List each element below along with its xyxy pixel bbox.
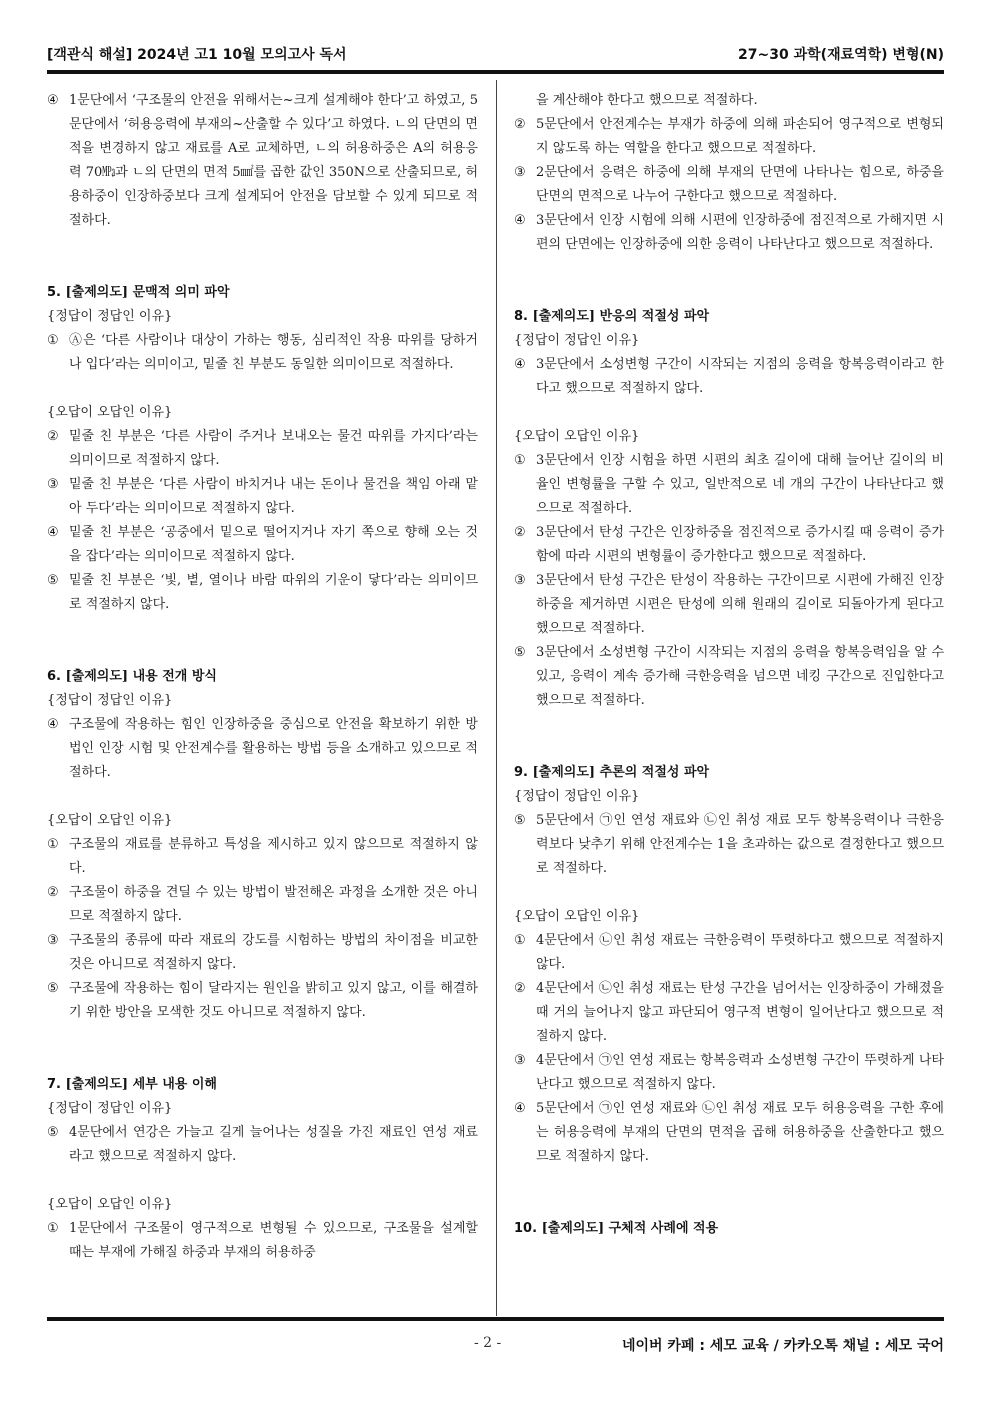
q6-heading (47, 665, 478, 689)
choice-text: 밑줄 친 부분은 ‘다른 사람이 바치거나 내는 돈이나 물건을 책임 아래 맡아 두다’라는 의미이므로 적절하지 않다. (69, 477, 478, 516)
q6-wrong-choice (47, 881, 478, 929)
question-title: [출제의도] 세부 내용 이해 (65, 1077, 217, 1092)
q9-correct-choice (514, 809, 944, 881)
choice-text: 5문단에서 ㉠인 연성 재료와 ㉡인 취성 재료 모두 허용응력을 구한 후에는 허용응력에 부재의 단면의 면적을 곱해 허용하중을 산출한다고 했으므로 적절하지 않다. (536, 1101, 944, 1164)
question-number: 6. (47, 669, 61, 684)
choice-text: 4문단에서 ㉠인 연성 재료는 항복응력과 소성변형 구간이 뚜렷하게 나타난다고 했으므로 적절하지 않다. (536, 1053, 944, 1092)
choice-text: 구조물의 재료를 분류하고 특성을 제시하고 있지 않으므로 적절하지 않다. (69, 837, 478, 876)
q6-wrong-label: {오답이 오답인 이유} (47, 813, 173, 828)
q8-wrong-choice (514, 449, 944, 521)
q8-correct-choice (514, 353, 944, 401)
choice-number: ③ (514, 573, 526, 588)
q5-wrong-choice (47, 425, 478, 473)
q7-wrong-choice-continued (514, 89, 944, 113)
choice-number: ⑤ (514, 645, 526, 660)
question-number: 9. (514, 765, 528, 780)
page-number: - 2 - (474, 1335, 502, 1351)
header-rule (47, 70, 944, 74)
choice-number: ④ (47, 717, 59, 732)
q9-correct-label: {정답이 정답인 이유} (514, 789, 640, 804)
choice-number: ① (47, 1221, 59, 1236)
choice-number: ② (514, 117, 526, 132)
question-title: [출제의도] 내용 전개 방식 (65, 669, 217, 684)
q7-correct-label: {정답이 정답인 이유} (47, 1101, 173, 1116)
choice-text: 3문단에서 탄성 구간은 탄성이 작용하는 구간이므로 시편에 가해진 인장하중을 제거하면 시편은 탄성에 의해 원래의 길이로 되돌아가게 된다고 했으므로 적절하다. (536, 573, 944, 636)
q7-wrong-choice (47, 1217, 478, 1265)
choice-number: ② (514, 981, 526, 996)
question-title: [출제의도] 문맥적 의미 파악 (65, 285, 230, 300)
q5-wrong-choice (47, 521, 478, 569)
choice-number: ③ (514, 1053, 526, 1068)
choice-number: ① (514, 453, 526, 468)
choice-text: 3문단에서 탄성 구간은 인장하중을 점진적으로 증가시킬 때 응력이 증가함에 따라 시편의 변형률이 증가한다고 했으므로 적절하다. (536, 525, 944, 564)
q7-wrong-label: {오답이 오답인 이유} (47, 1197, 173, 1212)
choice-text: 밑줄 친 부분은 ‘다른 사람이 주거나 보내오는 물건 따위를 가지다’라는 의미이므로 적절하지 않다. (69, 429, 478, 468)
q9-wrong-label: {오답이 오답인 이유} (514, 909, 640, 924)
column-divider (496, 80, 497, 1316)
choice-number: ④ (47, 93, 59, 108)
choice-text: 구조물에 작용하는 힘인 인장하중을 중심으로 안전을 확보하기 위한 방법인 인장 시험 및 안전계수를 활용하는 방법 등을 소개하고 있으므로 적절하다. (69, 717, 478, 780)
choice-text: 4문단에서 연강은 가늘고 길게 늘어나는 성질을 가진 재료인 연성 재료라고 했으므로 적절하지 않다. (69, 1125, 478, 1164)
header-section: 27~30 과학(재료역학) 변형(N) (738, 47, 944, 63)
choice-number: ⑤ (514, 813, 526, 828)
q5-correct-choice (47, 329, 478, 377)
q7-heading (47, 1073, 478, 1097)
choice-number: ② (47, 429, 59, 444)
choice-number: ④ (514, 357, 526, 372)
question-number: 7. (47, 1077, 61, 1092)
q5-wrong-choice (47, 473, 478, 521)
choice-text: Ⓐ은 ‘다른 사람이나 대상이 가하는 행동, 심리적인 작용 따위를 당하거나 입다’라는 의미이고, 밑줄 친 부분도 동일한 의미이므로 적절하다. (69, 333, 478, 372)
choice-text: 4문단에서 ㉡인 취성 재료는 극한응력이 뚜렷하다고 했으므로 적절하지 않다. (536, 933, 944, 972)
choice-text: 3문단에서 인장 시험을 하면 시편의 최초 길이에 대해 늘어난 길이의 비율인 변형률을 구할 수 있고, 일반적으로 네 개의 구간이 나타난다고 했으므로 적절하다. (536, 453, 944, 516)
q8-wrong-label: {오답이 오답인 이유} (514, 429, 640, 444)
q8-heading (514, 305, 944, 329)
header-title: [객관식 해설] 2024년 고1 10월 모의고사 독서 (47, 47, 347, 63)
question-title: [출제의도] 추론의 적절성 파악 (532, 765, 710, 780)
question-number: 5. (47, 285, 61, 300)
choice-text: 4문단에서 ㉡인 취성 재료는 탄성 구간을 넘어서는 인장하중이 가해졌을 때 거의 늘어나지 않고 파단되어 영구적 변형이 일어난다고 했으므로 적절하지 않다. (536, 981, 944, 1044)
choice-number: ④ (514, 1101, 526, 1116)
q6-wrong-choice (47, 929, 478, 977)
q8-correct-label: {정답이 정답인 이유} (514, 333, 640, 348)
q6-correct-choice (47, 713, 478, 785)
page-header (47, 44, 944, 66)
choice-number: ③ (514, 165, 526, 180)
q8-wrong-choice (514, 521, 944, 569)
q7-wrong-choice (514, 209, 944, 257)
choice-text: 구조물의 종류에 따라 재료의 강도를 시험하는 방법의 차이점을 비교한 것은 아니므로 적절하지 않다. (69, 933, 478, 972)
choice-text: 3문단에서 소성변형 구간이 시작되는 지점의 응력을 항복응력임을 알 수 있고, 응력이 계속 증가해 극한응력을 넘으면 네킹 구간으로 진입한다고 했으므로 적절하다. (536, 645, 944, 708)
choice-text: 구조물이 하중을 견딜 수 있는 방법이 발전해온 과정을 소개한 것은 아니므로 적절하지 않다. (69, 885, 478, 924)
choice-number: ① (514, 933, 526, 948)
question-number: 8. (514, 309, 528, 324)
question-number: 10. (514, 1221, 538, 1236)
q8-wrong-choice (514, 569, 944, 641)
q5-heading (47, 281, 478, 305)
q9-wrong-choice (514, 1097, 944, 1169)
choice-text: 5문단에서 안전계수는 부재가 하중에 의해 파손되어 영구적으로 변형되지 않도록 하는 역할을 한다고 했으므로 적절하다. (536, 117, 944, 156)
q4-choice-4 (47, 89, 478, 233)
q5-wrong-choice (47, 569, 478, 617)
q6-correct-label: {정답이 정답인 이유} (47, 693, 173, 708)
choice-number: ⑤ (47, 1125, 59, 1140)
q9-wrong-choice (514, 1049, 944, 1097)
choice-text: 밑줄 친 부분은 ‘공중에서 밑으로 떨어지거나 자기 쪽으로 향해 오는 것을 잡다’라는 의미이므로 적절하지 않다. (69, 525, 478, 564)
q7-wrong-choice (514, 161, 944, 209)
choice-text: 1문단에서 ‘구조물의 안전을 위해서는~크게 설계해야 한다’고 하였고, 5문단에서 ‘허용응력에 부재의~산출할 수 있다’고 하였다. ㄴ의 단면의 면적을 변경하지 않고 재료를 A로 교체하면, ㄴ의 허용하중은 A의 허용응력 70㎫과 ㄴ의 단면의 면적 5㎟를 곱한 값인 350N으로 산출되므로, 허용하중이 인장하중보다 크게 설계되어 안전을 담보할 수 있게 되므로 적절하다. (69, 93, 478, 228)
q5-correct-label: {정답이 정답인 이유} (47, 309, 173, 324)
q6-wrong-choice (47, 977, 478, 1025)
choice-number: ⑤ (47, 981, 59, 996)
left-column (47, 89, 478, 1265)
choice-number: ③ (47, 477, 59, 492)
choice-text: 을 계산해야 한다고 했으므로 적절하다. (536, 93, 758, 108)
q8-wrong-choice (514, 641, 944, 713)
question-title: [출제의도] 구체적 사례에 적용 (541, 1221, 719, 1236)
choice-text: 2문단에서 응력은 하중에 의해 부재의 단면에 나타나는 힘으로, 하중을 단면의 면적으로 나누어 구한다고 했으므로 적절하다. (536, 165, 944, 204)
choice-number: ② (47, 885, 59, 900)
choice-number: ① (47, 837, 59, 852)
q7-correct-choice (47, 1121, 478, 1169)
choice-number: ⑤ (47, 573, 59, 588)
choice-number: ③ (47, 933, 59, 948)
q9-wrong-choice (514, 977, 944, 1049)
choice-text: 밑줄 친 부분은 ‘빛, 볕, 열이나 바람 따위의 기운이 닿다’라는 의미이므로 적절하지 않다. (69, 573, 478, 612)
q10-heading (514, 1217, 944, 1241)
choice-text: 3문단에서 소성변형 구간이 시작되는 지점의 응력을 항복응력이라고 한다고 했으므로 적절하지 않다. (536, 357, 944, 396)
choice-text: 5문단에서 ㉠인 연성 재료와 ㉡인 취성 재료 모두 항복응력이나 극한응력보다 낮추기 위해 안전계수는 1을 초과하는 값으로 결정한다고 했으므로 적절하다. (536, 813, 944, 876)
right-column (514, 89, 944, 1241)
choice-number: ② (514, 525, 526, 540)
choice-text: 1문단에서 구조물이 영구적으로 변형될 수 있으므로, 구조물을 설계할 때는 부재에 가해질 하중과 부재의 허용하중 (69, 1221, 478, 1260)
q5-wrong-label: {오답이 오답인 이유} (47, 405, 173, 420)
choice-number: ① (47, 333, 59, 348)
choice-text: 구조물에 작용하는 힘이 달라지는 원인을 밝히고 있지 않고, 이를 해결하기 위한 방안을 모색한 것도 아니므로 적절하지 않다. (69, 981, 478, 1020)
choice-text: 3문단에서 인장 시험에 의해 시편에 인장하중에 점진적으로 가해지면 시편의 단면에는 인장하중에 의한 응력이 나타난다고 했으므로 적절하다. (536, 213, 944, 252)
choice-number: ④ (47, 525, 59, 540)
q9-heading (514, 761, 944, 785)
question-title: [출제의도] 반응의 적절성 파악 (532, 309, 710, 324)
choice-number: ④ (514, 213, 526, 228)
q6-wrong-choice (47, 833, 478, 881)
q9-wrong-choice (514, 929, 944, 977)
q7-wrong-choice (514, 113, 944, 161)
footer-brand: 네이버 카페 : 세모 교육 / 카카오톡 채널 : 세모 국어 (621, 1338, 944, 1354)
footer-rule (47, 1317, 944, 1321)
